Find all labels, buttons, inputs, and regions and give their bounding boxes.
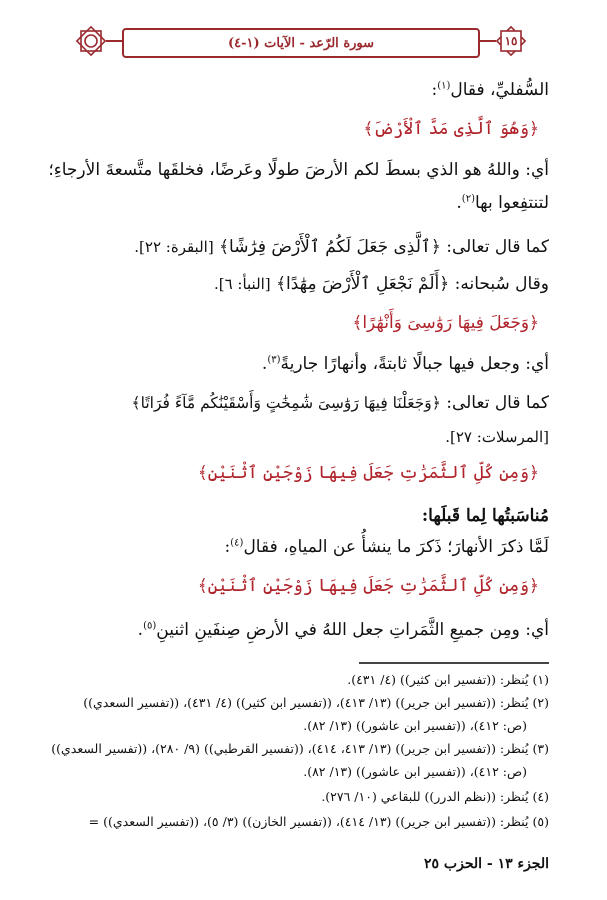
footnote: (٢) يُنظر: ((تفسير ابن جرير)) (١٣/ ٤١٣)، ((تفسير ابن كثير)) (٤/ ٤٣١)، ((تفسير السعدي)) bbox=[83, 695, 549, 710]
text-line: أي: ومِن جميعِ الثَّمَراتِ جعل اللهُ في الأرضِ صِنفَينِ اثنينِ$^{(٥)}$. bbox=[137, 620, 549, 640]
footnote-marker: (٣) bbox=[267, 354, 281, 366]
footnote: (٣) يُنظر: ((تفسير ابن جرير)) (١٣/ ٤١٣، ٤١٤)، ((تفسير القرطبي)) (٩/ ٢٨٠)، ((تفسير السعدي)) bbox=[51, 741, 549, 756]
text-line: السُّفليِّ، فقال$^{(١)}$: bbox=[431, 80, 549, 100]
text-line: لتنتفِعوا بها$^{(٢)}$. bbox=[456, 193, 549, 213]
page-number-badge bbox=[492, 22, 530, 60]
quran-quote: ﴿أَلَمْ نَجْعَلِ ٱلْأَرْضَ مِهَٰدًا﴾ bbox=[276, 274, 450, 294]
text-line: كما قال تعالى: ﴿وَجَعَلْنَا فِيهَا رَوَٰسِىَ شَٰمِخَٰتٍ وَأَسْقَيْنَٰكُم مَّآءً فُرَاتًا﴾ bbox=[131, 393, 549, 413]
footnote-marker: (١) bbox=[437, 80, 451, 92]
footnote-marker: (٥) bbox=[143, 620, 157, 632]
verse-reference: [المرسلات: ٢٧]. bbox=[445, 428, 549, 446]
footnote-marker: (٢) bbox=[461, 193, 475, 205]
footnote: (٤) يُنظر: ((نظم الدرر)) للبقاعي (١٠/ ٢٧٦). bbox=[321, 789, 549, 804]
text-line bbox=[44, 427, 549, 447]
text-line: كما قال تعالى: ﴿ٱلَّذِى جَعَلَ لَكُمُ ٱلْأَرْضَ فِرَٰشًا﴾ [البقرة: ٢٢]. bbox=[134, 237, 549, 257]
page-footer: الجزء ١٣ - الحزب ٢٥ bbox=[424, 856, 549, 872]
text-line: أي: واللهُ هو الذي بسطَ لكم الأرضَ طولًا وعَرضًا، فخلقَها متَّسعةَ الأرجاءِ؛ bbox=[48, 160, 549, 180]
verse-reference: [البقرة: ٢٢]. bbox=[134, 238, 214, 256]
quran-quote: ﴿ٱلَّذِى جَعَلَ لَكُمُ ٱلْأَرْضَ فِرَٰشًا﴾ bbox=[219, 237, 441, 257]
footnote: (ص: ٤١٢)، ((تفسير ابن عاشور)) (١٣/ ٨٢). bbox=[303, 718, 527, 733]
header-title-frame bbox=[122, 28, 480, 58]
footnote: (٥) يُنظر: ((تفسير ابن جرير)) (١٣/ ٤١٤)، ((تفسير الخازن)) (٣/ ٥)، ((تفسير السعدي)) = bbox=[88, 814, 549, 829]
footnote-divider bbox=[359, 662, 549, 664]
footnote-marker: (٤) bbox=[230, 537, 244, 549]
page-number: ١٥ bbox=[504, 34, 518, 48]
surah-title: سورة الرّعد - الآيات (١-٤) bbox=[227, 35, 375, 51]
text-line: أي: وجعل فيها جبالًا ثابتةً، وأنهارًا جاريةً$^{(٣)}$. bbox=[261, 354, 549, 374]
verse-reference: [النبأ: ٦]. bbox=[213, 275, 271, 293]
ornament-icon bbox=[72, 22, 110, 60]
verse-line: ﴿وَجَعَلَ فِيهَا رَوَٰسِىَ وَأَنْهَٰرًا﴾ bbox=[352, 313, 539, 333]
verse-line: ﴿وَهُوَ ٱلَّذِى مَدَّ ٱلْأَرْضَ﴾ bbox=[363, 119, 539, 139]
text-line: وقال سُبحانه: ﴿أَلَمْ نَجْعَلِ ٱلْأَرْضَ مِهَٰدًا﴾ [النبأ: ٦]. bbox=[213, 274, 549, 294]
quran-quote: ﴿وَجَعَلْنَا فِيهَا رَوَٰسِىَ شَٰمِخَٰتٍ وَأَسْقَيْنَٰكُم مَّآءً فُرَاتًا﴾ bbox=[131, 394, 441, 412]
text-line: لَمَّا ذكرَ الأنهارَ؛ ذَكرَ ما ينشأُ عن المياهِ، فقال$^{(٤)}$: bbox=[224, 537, 549, 557]
footnote: (١) يُنظر: ((تفسير ابن كثير)) (٤/ ٤٣١). bbox=[347, 672, 549, 687]
section-heading: مُناسَبتُها لِما قَبلَها: bbox=[421, 506, 549, 526]
page-header bbox=[62, 22, 540, 64]
verse-line: ﴿وَمِن كُلِّ ٱلثَّمَرَٰتِ جَعَلَ فِيهَا زَوْجَيْنِ ٱثْنَيْنِ﴾ bbox=[197, 463, 539, 483]
verse-line: ﴿وَمِن كُلِّ ٱلثَّمَرَٰتِ جَعَلَ فِيهَا زَوْجَيْنِ ٱثْنَيْنِ﴾ bbox=[197, 576, 539, 596]
footnote: (ص: ٤١٢)، ((تفسير ابن عاشور)) (١٣/ ٨٢). bbox=[303, 764, 527, 779]
